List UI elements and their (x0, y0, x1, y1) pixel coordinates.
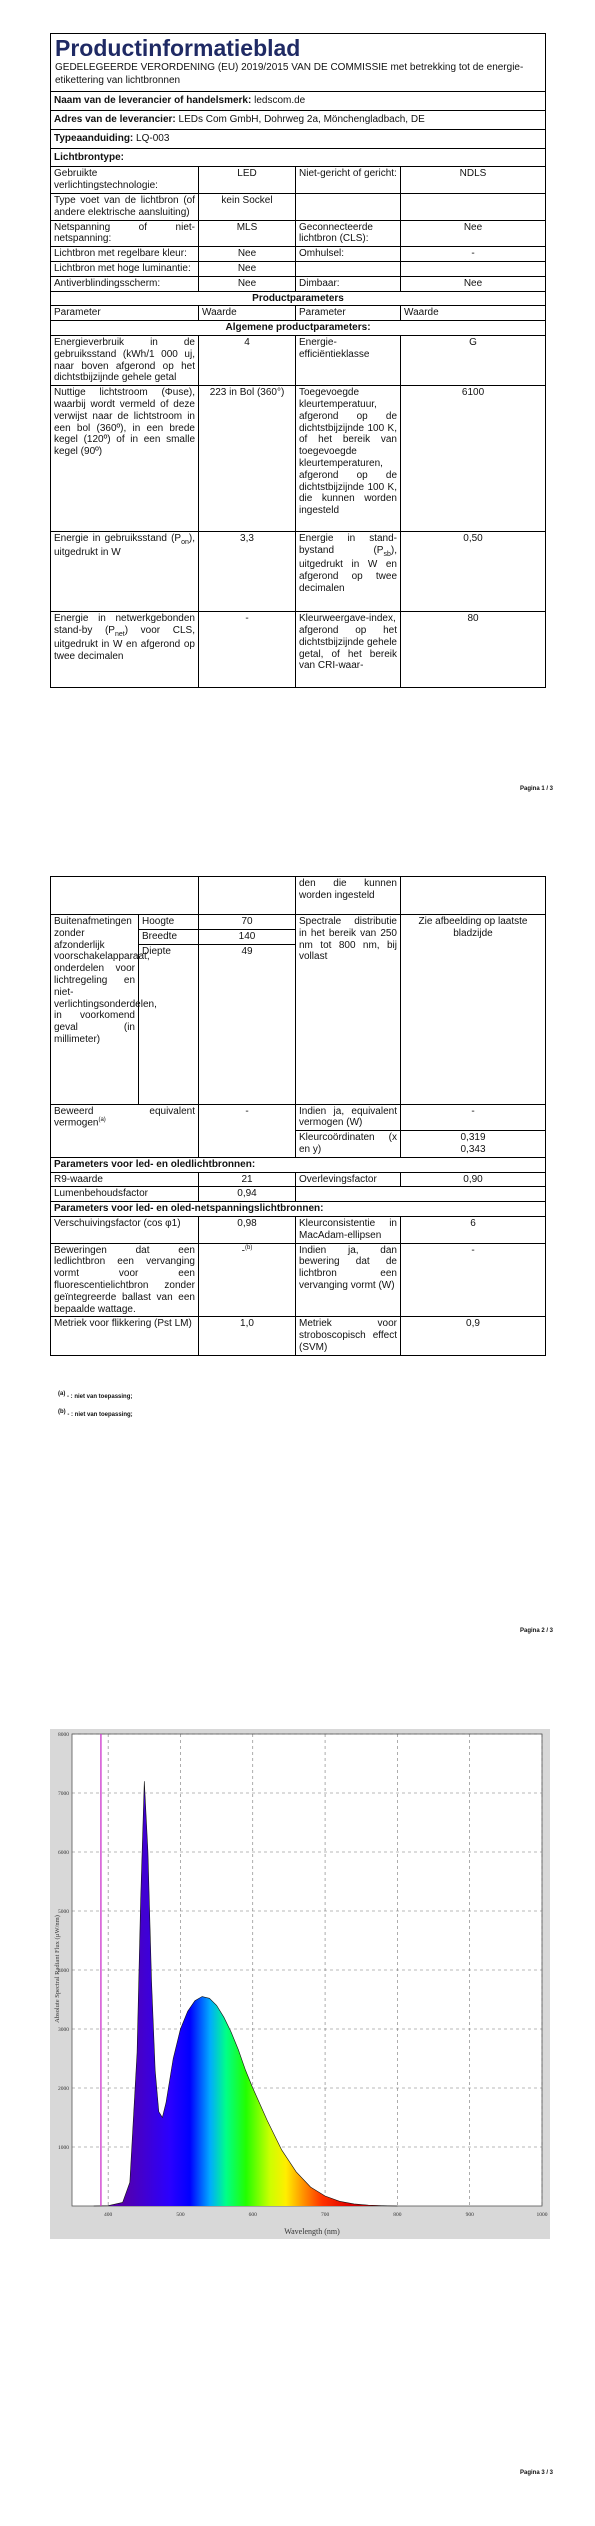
param-value: 21 (199, 1172, 296, 1187)
y-tick-label: 2000 (58, 2086, 69, 2092)
param-label: Kleurcoördinaten (x en y) (296, 1131, 401, 1158)
param-value: 0,98 (199, 1216, 296, 1243)
y-tick-label: 5000 (58, 1909, 69, 1915)
type-label: Geconnecteerde lichtbron (CLS): (296, 220, 401, 247)
col-header-parameter: Parameter (296, 306, 401, 321)
type-value: LED (199, 167, 296, 194)
supplier-address-value: LEDs Com GmbH, Dohrweg 2a, Mönchengladbach, DE (178, 114, 425, 126)
type-label: Antiverblindingsscherm: (51, 276, 199, 291)
param-value: 3,3 (199, 532, 296, 612)
param-label-subscript: net (114, 631, 125, 639)
type-label (296, 262, 401, 277)
type-value: NDLS (401, 167, 546, 194)
model-row (51, 129, 546, 148)
type-label: Niet-gericht of gericht: (296, 167, 401, 194)
empty-cell (51, 877, 199, 915)
x-tick-label: 1000 (536, 2212, 548, 2218)
dimensions-row (51, 915, 546, 930)
type-value: Nee (401, 220, 546, 247)
model-value: LQ-003 (136, 132, 170, 144)
param-value: 0,50 (401, 532, 546, 612)
param-label (296, 532, 401, 612)
param-label-text: ), uitgedrukt in W en afgerond op twee decimalen (299, 545, 397, 594)
param-row (51, 1243, 546, 1317)
param-row (51, 877, 546, 915)
supplier-name-label: Naam van de leverancier of handelsmerk: (54, 95, 252, 107)
page-title: Productinformatieblad (55, 35, 301, 61)
y-tick-label: 7000 (58, 1791, 69, 1797)
param-label: Toegevoegde kleurtemperatuur, afgerond op de dichtstbijzijnde 100 K, of het bereik van toegevoegde kleurtemperaturen, afgerond op de dichtstbijzijnde 100 K, die kunnen worden ingesteld (296, 386, 401, 532)
param-value: 0,94 (199, 1187, 296, 1202)
page-3 (0, 1684, 595, 2526)
param-value-text: - (241, 1244, 245, 1256)
y-tick-label: 6000 (58, 1850, 69, 1856)
type-row (51, 194, 546, 221)
page-2 (0, 842, 595, 1684)
footnote-b (58, 1405, 133, 1423)
type-label: Dimbaar: (296, 276, 401, 291)
y-tick-label: 1000 (58, 2145, 69, 2151)
param-label: Metriek voor flikkering (Pst LM) (51, 1317, 199, 1355)
empty-cell (296, 1187, 546, 1202)
param-value: 0,90 (401, 1172, 546, 1187)
param-label: Spectrale distributie in het bereik van 250 nm tot 800 nm, bij vollast (296, 915, 401, 1105)
param-label: Overlevingsfactor (296, 1172, 401, 1187)
type-value: Nee (199, 247, 296, 262)
type-value: Nee (199, 276, 296, 291)
param-label: Energie-efficiëntieklasse (296, 336, 401, 386)
type-row (51, 220, 546, 247)
x-axis-label: Wavelength (nm) (284, 2227, 340, 2236)
x-tick-label: 800 (393, 2212, 402, 2218)
light-source-type-heading: Lichtbrontype: (51, 148, 546, 167)
led-params-heading: Parameters voor led- en oledlichtbronnen: (51, 1157, 546, 1172)
param-value: - (401, 1243, 546, 1317)
param-value: - (401, 1104, 546, 1131)
type-value: MLS (199, 220, 296, 247)
empty-cell (401, 877, 546, 915)
type-label: Type voet van de lichtbron (of andere elektrische aansluiting) (51, 194, 199, 221)
param-value: 6 (401, 1216, 546, 1243)
footnote-mark: (b) (58, 1409, 66, 1415)
footnote-text: - : niet van toepassing; (67, 1412, 133, 1418)
dimension-value: 49 (199, 944, 296, 1104)
supplier-address-label: Adres van de leverancier: (54, 114, 176, 126)
param-label: Nuttige lichtstroom (Φuse), waarbij wordt vermeld of deze verwijst naar de lichtstroom in een bol (360º), in een brede kegel (120º) of in een smalle kegel (90º) (51, 386, 199, 532)
type-value: kein Sockel (199, 194, 296, 221)
type-row (51, 247, 546, 262)
x-tick-label: 600 (248, 2212, 257, 2218)
param-value: 0,9 (401, 1317, 546, 1355)
y-tick-label: 3000 (58, 2027, 69, 2033)
page-number: Pagina 1 / 3 (519, 786, 553, 792)
supplier-address-row (51, 111, 546, 130)
param-label: Indien ja, equivalent vermogen (W) (296, 1104, 401, 1131)
param-row (51, 1216, 546, 1243)
param-label-text: Energie in netwerkgebonden stand-by (P (54, 613, 195, 637)
column-header-row (51, 306, 546, 321)
param-value: 223 in Bol (360°) (199, 386, 296, 532)
page-number: Pagina 2 / 3 (519, 1628, 553, 1634)
param-label (51, 612, 199, 688)
param-row (51, 1172, 546, 1187)
type-row (51, 262, 546, 277)
param-label: Lumenbehoudsfactor (51, 1187, 199, 1202)
param-label: den die kunnen worden ingesteld (296, 877, 401, 915)
param-value: 4 (199, 336, 296, 386)
dimension-value: 70 (199, 915, 296, 930)
param-row (51, 386, 546, 532)
spectral-distribution-chart (50, 1729, 550, 2239)
param-label: R9-waarde (51, 1172, 199, 1187)
x-tick-label: 400 (104, 2212, 113, 2218)
param-label: Kleurconsistentie in MacAdam-ellipsen (296, 1216, 401, 1243)
footnotes (58, 1387, 133, 1423)
supplier-name-value: ledscom.de (254, 95, 306, 107)
empty-cell (199, 877, 296, 915)
param-label-text: Energie in stand-bystand (P (299, 533, 397, 557)
dimension-label: Hoogte (139, 915, 199, 930)
param-value: 1,0 (199, 1317, 296, 1355)
dimension-label: Breedte (139, 929, 199, 944)
dimensions-label: Buitenafmetingen zonder afzonderlijk voorschakelapparaat, onderdelen voor lichtregeling en niet-verlichtingsonderdelen, in voorkomend geval (in millimeter) (51, 915, 139, 1105)
type-row (51, 167, 546, 194)
type-label (296, 194, 401, 221)
param-row (51, 1104, 546, 1131)
general-params-heading: Algemene productparameters: (51, 321, 546, 336)
param-value: - (199, 1104, 296, 1157)
param-value: - (199, 612, 296, 688)
type-label: Lichtbron met regelbare kleur: (51, 247, 199, 262)
footnote-mark: (a) (98, 1117, 106, 1124)
footnote-a (58, 1387, 133, 1405)
param-row (51, 1187, 546, 1202)
y-tick-label: 8000 (58, 1732, 69, 1738)
footnote-mark: (a) (58, 1391, 66, 1397)
supplier-name-row (51, 92, 546, 111)
type-label: Gebruikte verlichtingstechnologie: (51, 167, 199, 194)
product-params-heading: Productparameters (51, 291, 546, 306)
product-info-table-continued (50, 876, 546, 1356)
type-value: - (401, 247, 546, 262)
param-value (401, 1131, 546, 1158)
param-label-text: Energie in gebruiksstand (P (54, 533, 182, 545)
type-value (401, 262, 546, 277)
param-label (51, 532, 199, 612)
type-row (51, 276, 546, 291)
product-info-table (50, 33, 546, 688)
col-header-parameter: Parameter (51, 306, 199, 321)
dimension-value: 140 (199, 929, 296, 944)
param-label (51, 1104, 199, 1157)
param-label-text: ), uitgedrukt in W (54, 533, 195, 559)
type-value (401, 194, 546, 221)
param-row (51, 336, 546, 386)
dimension-label: Diepte (139, 944, 199, 1104)
page-1 (0, 0, 595, 842)
param-label: Indien ja, dan bewering dat de lichtbron een vervanging vormt (W) (296, 1243, 401, 1317)
param-value: 6100 (401, 386, 546, 532)
param-row (51, 1317, 546, 1355)
footnote-text: - : niet van toepassing; (67, 1394, 133, 1400)
param-label-text: Beweerd equivalent vermogen (54, 1105, 195, 1129)
param-label-subscript: sb (383, 551, 391, 559)
param-row (51, 612, 546, 688)
col-header-value: Waarde (401, 306, 546, 321)
model-label: Typeaanduiding: (54, 132, 134, 144)
param-row (51, 532, 546, 612)
led-mains-params-heading: Parameters voor led- en oled-netspanningslichtbronnen: (51, 1202, 546, 1217)
param-value: G (401, 336, 546, 386)
header-cell (51, 34, 546, 92)
y-tick-label: 4000 (58, 1968, 69, 1974)
chroma-x-value: 0,319 (460, 1132, 486, 1144)
param-label-subscript: on (181, 539, 189, 547)
footnote-mark: (b) (245, 1244, 253, 1251)
param-label: Kleurweergave-index, afgerond op het dichtstbijzijnde gehele getal, of het bereik van CRI-waar- (296, 612, 401, 688)
x-tick-label: 700 (320, 2212, 330, 2218)
type-label: Netspanning of niet-netspanning: (51, 220, 199, 247)
type-value: Nee (199, 262, 296, 277)
param-value (199, 1243, 296, 1317)
param-label: Energieverbruik in de gebruiksstand (kWh/1 000 uj, naar boven afgerond op het dichtstbijzijnde gehele getal (51, 336, 199, 386)
param-label: Verschuivingsfactor (cos φ1) (51, 1216, 199, 1243)
type-label: Omhulsel: (296, 247, 401, 262)
param-label: Beweringen dat een ledlichtbron een vervanging vormt voor een fluorescentielichtbron zonder geïntegreerde ballast van een bepaalde wattage. (51, 1243, 199, 1317)
param-label-text: ) voor CLS, uitgedrukt in W en afgerond op twee decimalen (54, 625, 195, 663)
x-tick-label: 900 (465, 2212, 474, 2218)
param-value: 80 (401, 612, 546, 688)
param-label: Metriek voor stroboscopisch effect (SVM) (296, 1317, 401, 1355)
type-label: Lichtbron met hoge luminantie: (51, 262, 199, 277)
page-number: Pagina 3 / 3 (519, 2470, 553, 2476)
y-axis-label: Absolute Spectral Radiant Flux (µW/nm) (54, 1915, 61, 2023)
type-value: Nee (401, 276, 546, 291)
col-header-value: Waarde (199, 306, 296, 321)
x-tick-label: 500 (176, 2212, 185, 2218)
chroma-y-value: 0,343 (460, 1143, 486, 1155)
param-value: Zie afbeelding op laatste bladzijde (401, 915, 546, 1105)
regulation-text: GEDELEGEERDE VERORDENING (EU) 2019/2015 VAN DE COMMISSIE met betrekking tot de energie-etikettering van lichtbronnen (55, 62, 524, 86)
